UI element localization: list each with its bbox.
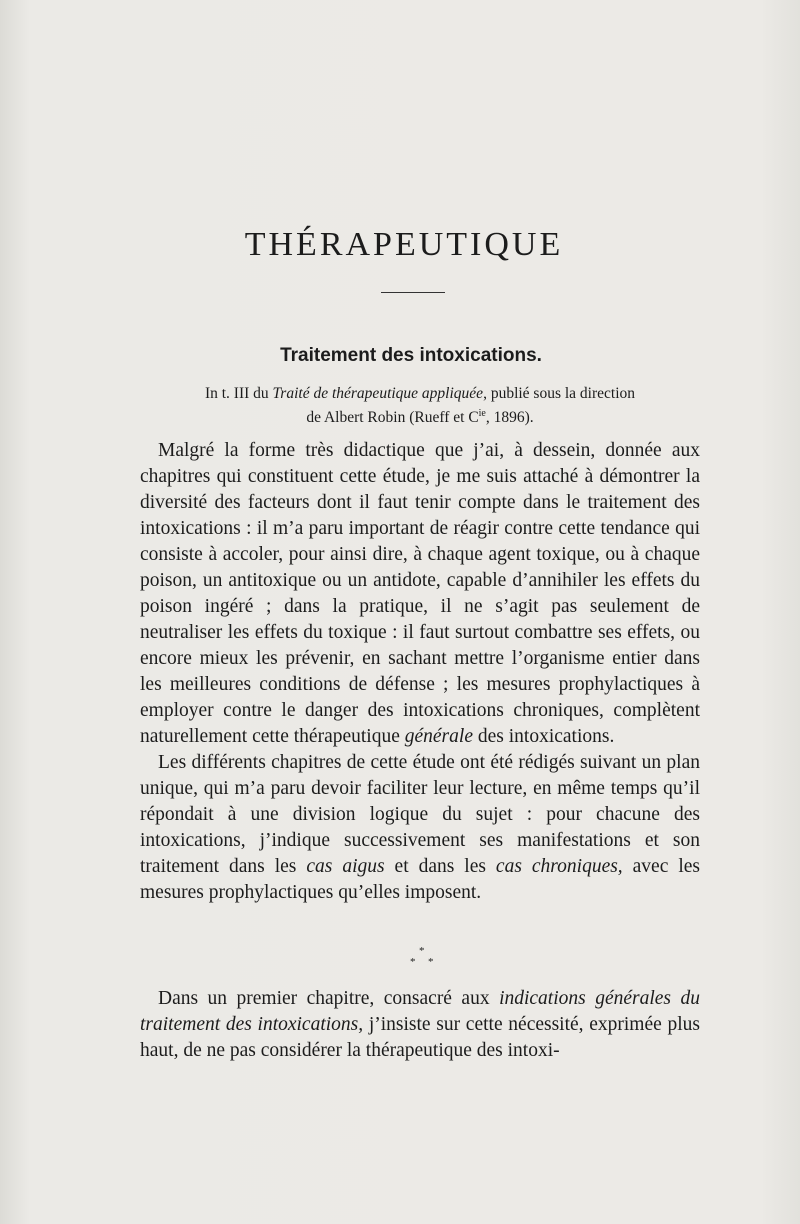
citation-line-2 (160, 404, 680, 428)
body-text-upper (140, 438, 700, 906)
citation-superscript: ie (478, 408, 486, 419)
asterism-star-left: * (410, 956, 416, 968)
citation-prefix: In t. III du (204, 385, 273, 402)
paragraph-3-emphasis: indications générales du traitement des intoxications, (140, 988, 700, 1035)
paragraph-2-text-b: et dans les (384, 856, 496, 877)
paragraph-1-emphasis: générale (404, 726, 473, 747)
citation-after-work: , publié sous la direction (483, 385, 636, 402)
body-text-lower (140, 986, 700, 1064)
title-rule (381, 292, 445, 293)
citation-line-1 (160, 384, 680, 404)
paragraph-2-text-c: avec les mesures prophylactiques qu’elles imposent. (140, 856, 700, 903)
citation-year: , 1896). (485, 409, 534, 427)
paragraph-1-text: Malgré la forme très didactique que j’ai, à dessein, donnée aux chapitres qui constituent cette étude, je me suis attaché à démontrer la diversité des facteurs dont il faut tenir compte dans le traitement des intoxications : il m’a paru important de réagir contre cette tendance qui consiste à accoler, pour ainsi dire, à chaque agent toxique, ou à chaque poison, un antitoxique ou un antidote, capable d’annihiler les effets du poison ingéré ; dans la pratique, il ne s’agit pas seulement de neutraliser les effets du toxique : il faut surtout combattre ses effets, ou encore mieux les prévenir, en sachant mettre l’organisme entier dans les meilleures conditions de défense ; les mesures prophylactiques à employer contre le danger des intoxications chroniques, complètent naturellement cette thérapeutique (140, 440, 700, 747)
paragraph-2-emphasis-1: cas aigus (306, 856, 385, 877)
paragraph-1 (140, 438, 700, 750)
citation-work: Traité de thérapeutique appliquée (272, 385, 484, 402)
paragraph-2-text-a: Les différents chapitres de cette étude ont été rédigés suivant un plan unique, qui m’a paru devoir faciliter leur lecture, en même temps qu’il répondait à une division logique du sujet : pour chacune des intoxications, j’indique successivement ses manifestations et son traitement dans les (140, 752, 700, 877)
citation-publisher: de Albert Robin (Rueff et C (306, 409, 479, 427)
paragraph-2 (140, 750, 700, 906)
paragraph-3 (140, 986, 700, 1064)
section-title: Traitement des intoxications. (280, 345, 542, 366)
page-title: THÉRAPEUTIQUE (244, 226, 564, 263)
paragraph-3-text-b: j’insiste sur cette nécessité, exprimée plus haut, de ne pas considérer la thérapeutique des intoxi- (140, 1014, 700, 1061)
paragraph-3-text-a: Dans un premier chapitre, consacré aux (158, 988, 500, 1009)
paragraph-1-end: des intoxications. (472, 726, 615, 747)
asterism-star-top: * (419, 945, 425, 957)
citation (160, 384, 680, 428)
paragraph-2-emphasis-2: cas chroniques, (495, 856, 623, 877)
asterism-star-right: * (428, 956, 434, 968)
asterism (402, 944, 442, 972)
